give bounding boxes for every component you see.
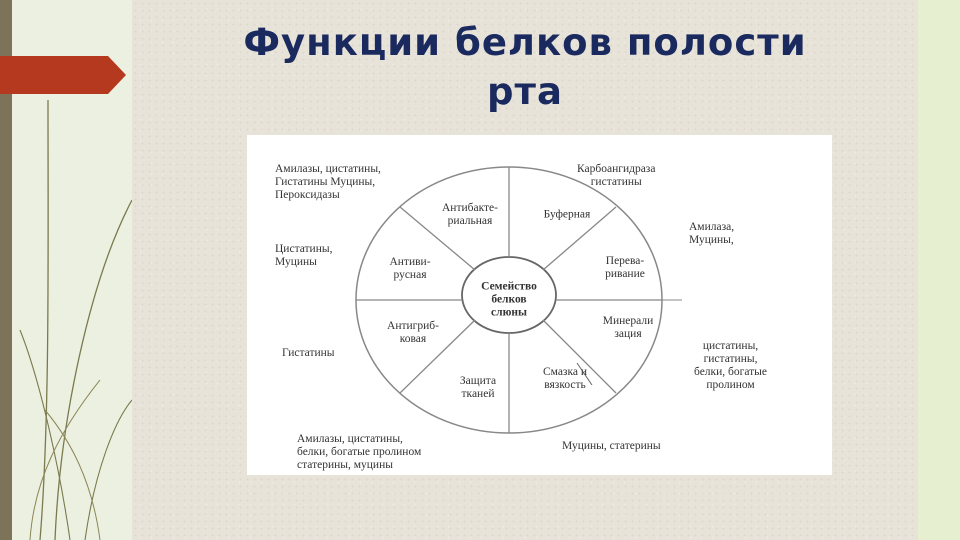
sector-lubrication: Смазка и вязкость bbox=[542, 366, 588, 391]
outer-label-bottom-right: Муцины, статерины bbox=[562, 440, 661, 452]
sector-antifungal: Антигриб- ковая bbox=[387, 320, 439, 345]
right-decor-panel bbox=[918, 0, 960, 540]
slide-title bbox=[150, 18, 900, 116]
sector-buffer: Буферная bbox=[543, 208, 591, 221]
outer-label-top-left: Амилазы, цистатины, Гистатины Муцины, Пероксидазы bbox=[275, 163, 381, 201]
sector-digestion: Перева- ривание bbox=[605, 255, 645, 280]
outer-label-top-right: Карбоангидраза гистатины bbox=[577, 163, 656, 188]
saliva-protein-diagram bbox=[247, 135, 832, 475]
title-line-1: Функции белков полости bbox=[243, 21, 807, 64]
center-label: Семейство белков слюны bbox=[481, 280, 537, 319]
sector-protection: Защита тканей bbox=[459, 375, 497, 400]
outer-label-bottom-left: Амилазы, цистатины, белки, богатые пролином статерины, муцины bbox=[297, 433, 422, 471]
title-arrow-tab bbox=[0, 56, 128, 94]
sector-antiviral: Антиви- русная bbox=[389, 256, 431, 281]
outer-label-right-upper: Амилаза, Муцины, bbox=[689, 221, 735, 246]
title-line-2: рта bbox=[487, 70, 563, 113]
sector-mineralization: Минерали зация bbox=[602, 315, 654, 340]
outer-label-left-mid: Цистатины, Муцины bbox=[275, 243, 333, 268]
sector-antibacterial: Антибакте- риальная bbox=[442, 202, 498, 227]
outer-label-left-low: Гистатины bbox=[282, 347, 335, 359]
outer-label-right-lower: цистатины, гистатины, белки, богатые пролином bbox=[694, 340, 768, 391]
